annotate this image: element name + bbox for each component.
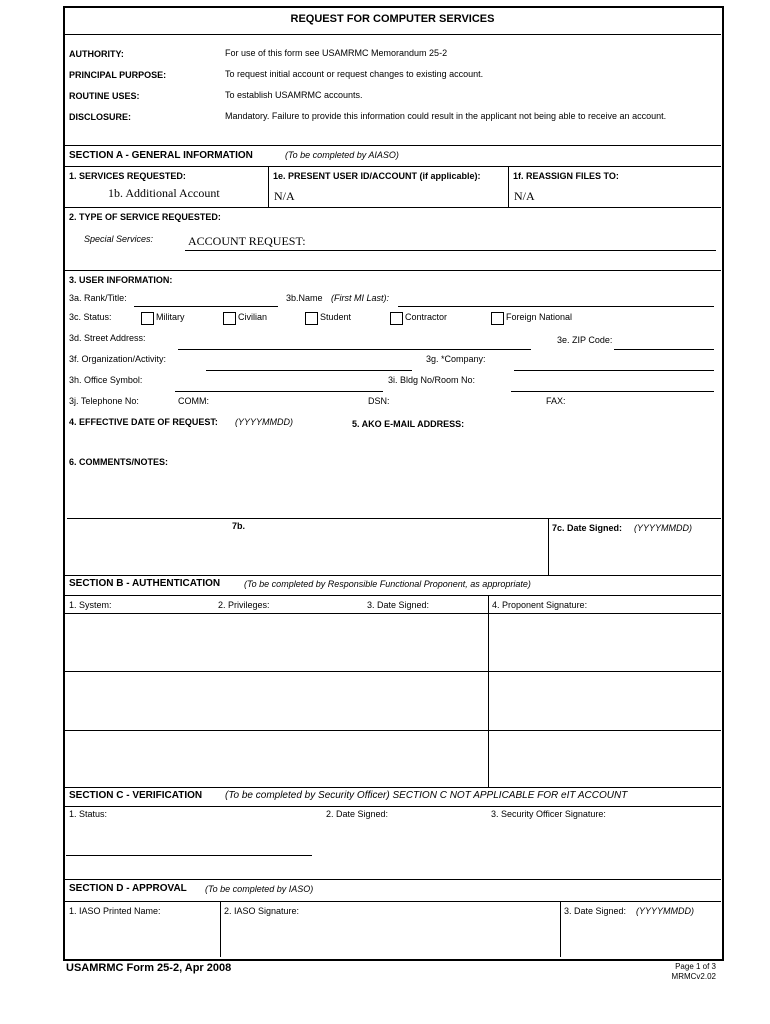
status-military-checkbox[interactable] bbox=[141, 312, 154, 325]
form-id: USAMRMC Form 25-2, Apr 2008 bbox=[66, 962, 232, 974]
purpose-label: PRINCIPAL PURPOSE: bbox=[69, 70, 167, 80]
divider bbox=[64, 34, 721, 35]
divider bbox=[560, 901, 561, 957]
section-a-note: (To be completed by AIASO) bbox=[285, 150, 399, 160]
special-label: Special Services: bbox=[84, 234, 154, 244]
rank-field[interactable] bbox=[134, 306, 278, 307]
office-label: 3h. Office Symbol: bbox=[69, 375, 143, 385]
signature-7b-label: 7b. bbox=[232, 521, 246, 531]
company-field[interactable] bbox=[514, 370, 714, 371]
org-field[interactable] bbox=[206, 370, 412, 371]
iaso-date-label: 3. Date Signed: bbox=[564, 906, 627, 916]
section-b-heading: SECTION B - AUTHENTICATION bbox=[69, 578, 221, 589]
office-field[interactable] bbox=[175, 391, 383, 392]
fax-label: FAX: bbox=[546, 396, 566, 406]
present-user-label: 1e. PRESENT USER ID/ACCOUNT (if applicable): bbox=[273, 171, 481, 181]
divider bbox=[64, 595, 721, 596]
date-signed-label: 7c. Date Signed: bbox=[552, 523, 623, 533]
divider bbox=[64, 145, 721, 146]
name-label: 3b.Name bbox=[286, 293, 323, 303]
reassign-value[interactable]: N/A bbox=[514, 189, 535, 203]
date-signed-hint: (YYYYMMDD) bbox=[634, 523, 692, 533]
disclosure-label: DISCLOSURE: bbox=[69, 112, 132, 122]
iaso-signature-label: 2. IASO Signature: bbox=[224, 906, 300, 916]
section-c-heading: SECTION C - VERIFICATION bbox=[69, 790, 203, 801]
divider bbox=[67, 518, 721, 519]
zip-field[interactable] bbox=[614, 349, 714, 350]
routine-label: ROUTINE USES: bbox=[69, 91, 140, 101]
divider bbox=[508, 166, 509, 207]
iaso-date-hint: (YYYYMMDD) bbox=[636, 906, 694, 916]
bldg-label: 3i. Bldg No/Room No: bbox=[388, 375, 476, 385]
routine-text: To establish USAMRMC accounts. bbox=[225, 90, 363, 100]
section-b-note: (To be completed by Responsible Functional Proponent, as appropriate) bbox=[244, 579, 531, 589]
street-label: 3d. Street Address: bbox=[69, 333, 146, 343]
verification-status-label: 1. Status: bbox=[69, 809, 108, 819]
status-contractor-checkbox[interactable] bbox=[390, 312, 403, 325]
divider bbox=[548, 518, 549, 575]
divider bbox=[268, 166, 269, 207]
page-number: Page 1 of 3 bbox=[675, 962, 716, 971]
special-underline bbox=[185, 250, 716, 251]
reassign-label: 1f. REASSIGN FILES TO: bbox=[513, 171, 619, 181]
col-system-header: 1. System: bbox=[69, 600, 112, 610]
services-label: 1. SERVICES REQUESTED: bbox=[69, 171, 186, 181]
comm-label: COMM: bbox=[178, 396, 209, 406]
col-date-header: 3. Date Signed: bbox=[367, 600, 430, 610]
divider bbox=[64, 901, 721, 902]
comments-label: 6. COMMENTS/NOTES: bbox=[69, 457, 169, 467]
divider bbox=[64, 787, 721, 788]
purpose-text: To request initial account or request changes to existing account. bbox=[225, 69, 484, 79]
iaso-printed-name-label: 1. IASO Printed Name: bbox=[69, 906, 161, 916]
col-privileges-header: 2. Privileges: bbox=[218, 600, 270, 610]
divider bbox=[64, 270, 721, 271]
table-row-divider bbox=[64, 671, 721, 672]
divider bbox=[64, 166, 721, 167]
divider bbox=[64, 879, 721, 880]
status-contractor-label: Contractor bbox=[405, 312, 448, 322]
divider bbox=[64, 207, 721, 208]
type-label: 2. TYPE OF SERVICE REQUESTED: bbox=[69, 212, 221, 222]
section-a-heading: SECTION A - GENERAL INFORMATION bbox=[69, 150, 253, 161]
verification-date-label: 2. Date Signed: bbox=[326, 809, 389, 819]
divider bbox=[64, 806, 721, 807]
email-label: 5. AKO E-MAIL ADDRESS: bbox=[352, 419, 465, 429]
form-version: MRMCv2.02 bbox=[671, 972, 716, 981]
bldg-field[interactable] bbox=[511, 391, 714, 392]
status-label: 3c. Status: bbox=[69, 312, 112, 322]
form-title: REQUEST FOR COMPUTER SERVICES bbox=[290, 13, 495, 25]
security-officer-signature-label: 3. Security Officer Signature: bbox=[491, 809, 606, 819]
disclosure-text: Mandatory. Failure to provide this information could result in the applicant not being able to receive an account. bbox=[225, 111, 667, 121]
section-c-note: (To be completed by Security Officer) SECTION C NOT APPLICABLE FOR eIT ACCOUNT bbox=[225, 790, 628, 801]
services-value[interactable]: 1b. Additional Account bbox=[108, 186, 220, 200]
special-value[interactable]: ACCOUNT REQUEST: bbox=[188, 234, 306, 248]
divider bbox=[220, 901, 221, 957]
effective-date-hint: (YYYYMMDD) bbox=[235, 417, 293, 427]
company-label: 3g. *Company: bbox=[426, 354, 486, 364]
effective-date-label: 4. EFFECTIVE DATE OF REQUEST: bbox=[69, 417, 218, 427]
status-student-checkbox[interactable] bbox=[305, 312, 318, 325]
section-d-note: (To be completed by IASO) bbox=[205, 884, 314, 894]
divider bbox=[488, 595, 489, 787]
zip-label: 3e. ZIP Code: bbox=[557, 335, 613, 345]
status-civilian-label: Civilian bbox=[238, 312, 268, 322]
status-foreign-national-checkbox[interactable] bbox=[491, 312, 504, 325]
status-civilian-checkbox[interactable] bbox=[223, 312, 236, 325]
phone-label: 3j. Telephone No: bbox=[69, 396, 139, 406]
section-d-heading: SECTION D - APPROVAL bbox=[69, 883, 187, 894]
org-label: 3f. Organization/Activity: bbox=[69, 354, 167, 364]
user-info-label: 3. USER INFORMATION: bbox=[69, 275, 173, 285]
rank-label: 3a. Rank/Title: bbox=[69, 293, 127, 303]
status-student-label: Student bbox=[320, 312, 352, 322]
authority-label: AUTHORITY: bbox=[69, 49, 124, 59]
status-field[interactable] bbox=[66, 855, 312, 856]
dsn-label: DSN: bbox=[368, 396, 390, 406]
status-military-label: Military bbox=[156, 312, 185, 322]
street-field[interactable] bbox=[178, 349, 531, 350]
status-foreign-national-label: Foreign National bbox=[506, 312, 573, 322]
authority-text: For use of this form see USAMRMC Memorandum 25-2 bbox=[225, 48, 448, 58]
col-signature-header: 4. Proponent Signature: bbox=[492, 600, 588, 610]
name-field[interactable] bbox=[398, 306, 714, 307]
divider bbox=[64, 613, 721, 614]
divider bbox=[64, 575, 721, 576]
name-hint: (First MI Last): bbox=[331, 293, 389, 303]
table-row-divider bbox=[64, 730, 721, 731]
present-user-value[interactable]: N/A bbox=[274, 189, 295, 203]
